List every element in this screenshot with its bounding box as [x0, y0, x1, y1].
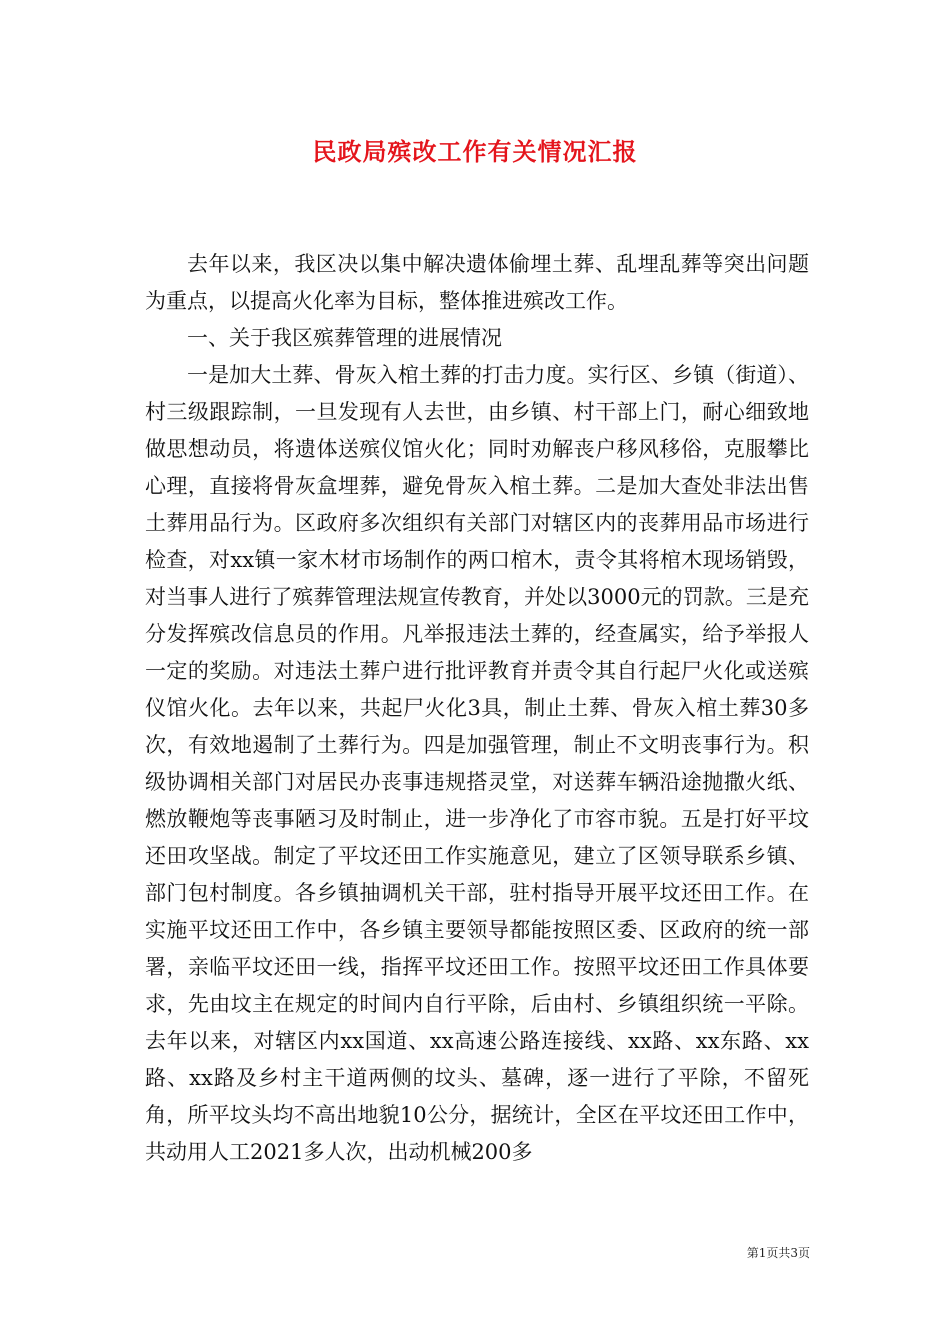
main-paragraph: 一是加大土葬、骨灰入棺土葬的打击力度。实行区、乡镇（街道）、村三级跟踪制，一旦发现有人去世，由乡镇、村干部上门，耐心细致地做思想动员，将遗体送殡仪馆火化；同时劝解丧户移风移俗，克服攀比心理，直接将骨灰盒埋葬，避免骨灰入棺土葬。二是加大查处非法出售土葬用品行为。区政府多次组织有关部门对辖区内的丧葬用品市场进行检查，对xx镇一家木材市场制作的两口棺木，责令其将棺木现场销毁，对当事人进行了殡葬管理法规宣传教育，并处以3000元的罚款。三是充分发挥殡改信息员的作用。凡举报违法土葬的，经查属实，给予举报人一定的奖励。对违法土葬户进行批评教育并责令其自行起尸火化或送殡仪馆火化。去年以来，共起尸火化3具，制止土葬、骨灰入棺土葬30多次，有效地遏制了土葬行为。四是加强管理，制止不文明丧事行为。积级协调相关部门对居民办丧事违规搭灵堂，对送葬车辆沿途抛撒火纸、燃放鞭炮等丧事陋习及时制止，进一步净化了市容市貌。五是打好平坟还田攻坚战。制定了平坟还田工作实施意见，建立了区领导联系乡镇、部门包村制度。各乡镇抽调机关干部，驻村指导开展平坟还田工作。在实施平坟还田工作中，各乡镇主要领导都能按照区委、区政府的统一部署，亲临平坟还田一线，指挥平坟还田工作。按照平坟还田工作具体要求，先由坟主在规定的时间内自行平除，后由村、乡镇组织统一平除。去年以来，对辖区内xx国道、xx高速公路连接线、xx路、xx东路、xx路、xx路及乡村主干道两侧的坟头、墓碑，逐一进行了平除，不留死角，所平坟头均不高出地貌10公分，据统计，全区在平坟还田工作中，共动用人工2021多人次，出动机械200多	[145, 363, 809, 1164]
document-body	[145, 246, 809, 1171]
section-heading: 一、关于我区殡葬管理的进展情况	[187, 326, 502, 350]
intro-paragraph: 去年以来，我区决以集中解决遗体偷埋土葬、乱埋乱葬等突出问题为重点，以提高火化率为目标，整体推进殡改工作。	[145, 252, 809, 313]
document-title: 民政局殡改工作有关情况汇报	[312, 137, 638, 166]
page-number: 第1页共3页	[746, 1246, 810, 1260]
